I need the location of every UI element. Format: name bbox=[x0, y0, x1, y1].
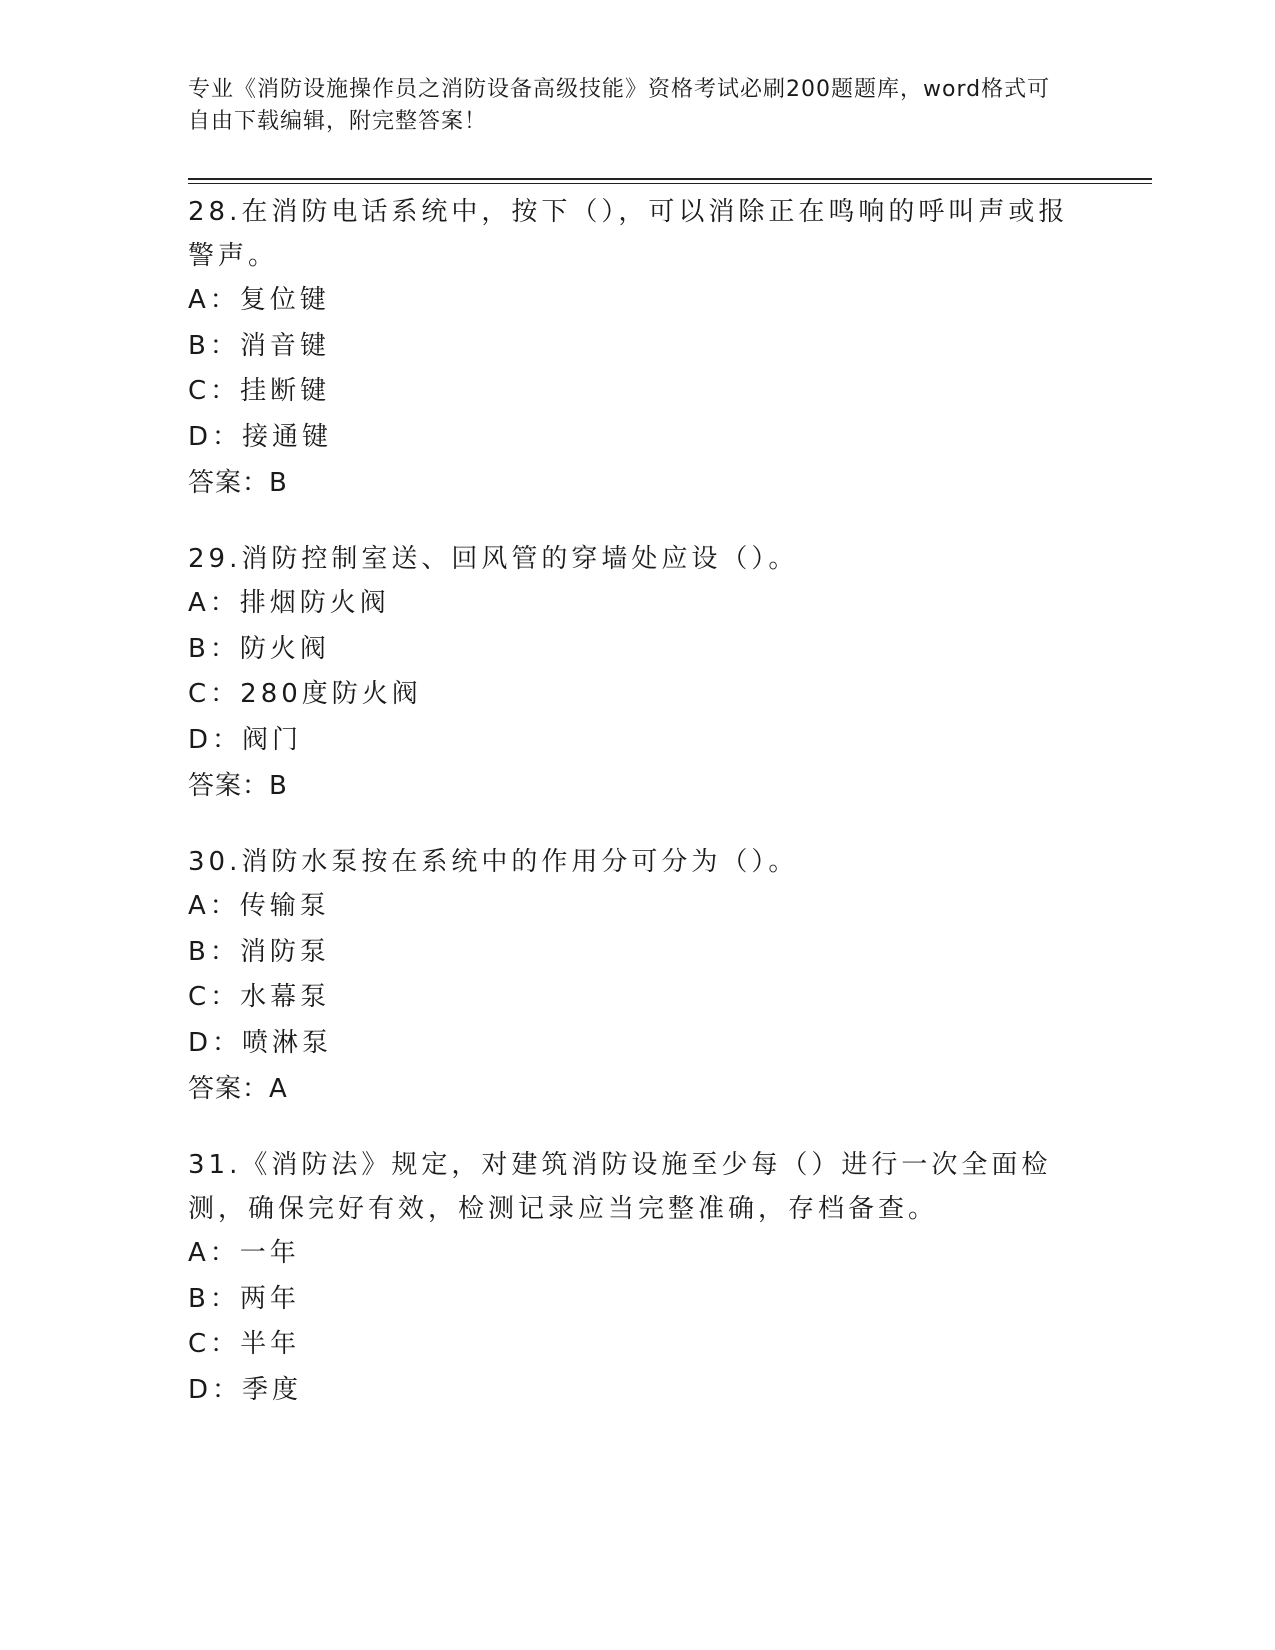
question-text: 30.消防水泵按在系统中的作用分可分为（）。 bbox=[188, 847, 799, 877]
option-c: C：半年 bbox=[188, 1329, 301, 1359]
question-31 bbox=[188, 1143, 1088, 1413]
option-d: D：接通键 bbox=[188, 421, 333, 452]
question-list bbox=[188, 190, 1088, 1444]
option-a: A：排烟防火阀 bbox=[188, 588, 390, 618]
answer: 答案：B bbox=[188, 771, 288, 801]
question-28 bbox=[188, 190, 1088, 506]
document-header: 专业《消防设施操作员之消防设备高级技能》资格考试必刷200题题库，word格式可自由下载编辑，附完整答案！ bbox=[188, 77, 1051, 134]
option-c: C：280度防火阀 bbox=[188, 679, 422, 709]
option-d: D：季度 bbox=[188, 1374, 303, 1405]
option-c: C：水幕泵 bbox=[188, 982, 331, 1012]
question-text: 31.《消防法》规定，对建筑消防设施至少每（）进行一次全面检测，确保完好有效，检测记录应当完整准确，存档备查。 bbox=[188, 1150, 1052, 1224]
question-30 bbox=[188, 840, 1088, 1112]
option-a: A：复位键 bbox=[188, 285, 330, 315]
option-b: B：防火阀 bbox=[188, 633, 330, 664]
header-divider bbox=[188, 178, 1152, 180]
option-b: B：两年 bbox=[188, 1283, 300, 1314]
answer: 答案：B bbox=[188, 468, 288, 498]
option-c: C：挂断键 bbox=[188, 376, 331, 406]
header-divider-thin bbox=[188, 183, 1152, 184]
option-a: A：一年 bbox=[188, 1238, 300, 1268]
answer: 答案：A bbox=[188, 1074, 288, 1104]
question-29 bbox=[188, 537, 1088, 809]
option-b: B：消音键 bbox=[188, 330, 330, 361]
question-text: 29.消防控制室送、回风管的穿墙处应设（）。 bbox=[188, 544, 799, 574]
option-d: D：喷淋泵 bbox=[188, 1027, 333, 1058]
option-d: D：阀门 bbox=[188, 724, 303, 755]
question-text: 28.在消防电话系统中，按下（），可以消除正在鸣响的呼叫声或报警声。 bbox=[188, 197, 1069, 271]
option-a: A：传输泵 bbox=[188, 891, 330, 921]
option-b: B：消防泵 bbox=[188, 936, 330, 967]
